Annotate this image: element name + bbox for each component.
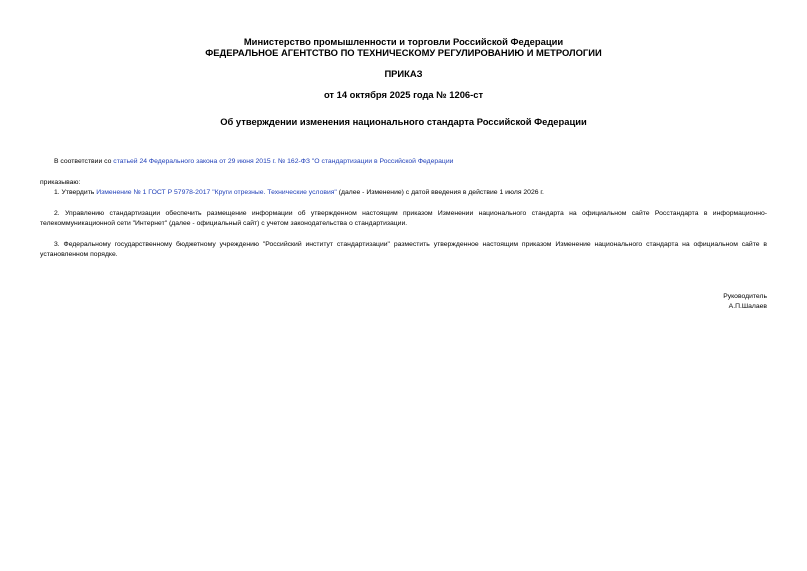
signatory-title: Руководитель — [723, 293, 767, 300]
legal-basis-paragraph — [54, 157, 767, 167]
orders-label: приказываю: — [40, 179, 81, 186]
order-item-1-suffix: (далее - Изменение) с датой введения в действие 1 июля 2026 г. — [336, 189, 544, 196]
order-date-number: от 14 октября 2025 года № 1206-ст — [323, 89, 484, 100]
legal-basis-prefix: В соответствии со — [54, 158, 114, 165]
order-item-1 — [40, 188, 767, 198]
order-item-2: 2. Управлению стандартизации обеспечить размещение информации об утвержденном настоящим приказом Изменении национального стандарта на официальном сайте Росстандарта в информационно-телекоммуникационной сети "Интернет" (далее - официальный сайт) с учетом законодательства о стандартизации. — [40, 210, 767, 227]
standard-amendment-link[interactable]: Изменение № 1 ГОСТ Р 57978-2017 "Круги отрезные. Технические условия" — [96, 189, 337, 196]
ministry-name: Министерство промышленности и торговли Российской Федерации — [243, 36, 564, 47]
document-type-title: ПРИКАЗ — [384, 68, 423, 79]
federal-law-link[interactable]: статьей 24 Федерального закона от 29 июня 2015 г. № 162-ФЗ "О стандартизации в Российской Федерации — [113, 158, 454, 165]
signatory-name: А.П.Шалаев — [728, 303, 767, 310]
agency-name: ФЕДЕРАЛЬНОЕ АГЕНТСТВО ПО ТЕХНИЧЕСКОМУ РЕГУЛИРОВАНИЮ И МЕТРОЛОГИИ — [205, 47, 602, 58]
order-subject: Об утверждении изменения национального стандарта Российской Федерации — [220, 116, 587, 127]
order-item-1-prefix: 1. Утвердить — [54, 189, 97, 196]
order-item-3: 3. Федеральному государственному бюджетному учреждению "Российский институт стандартизации" разместить утвержденное настоящим приказом Изменение национального стандарта на официальном сайте в установленном порядке. — [40, 241, 767, 258]
